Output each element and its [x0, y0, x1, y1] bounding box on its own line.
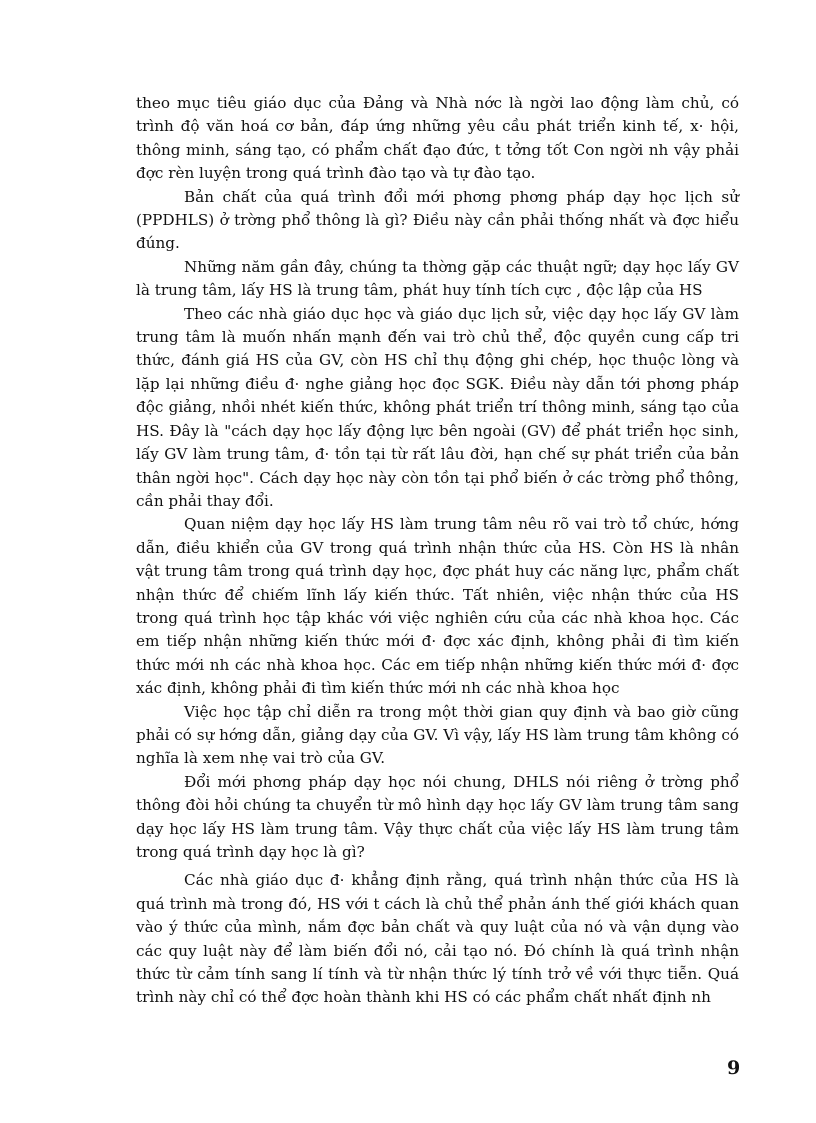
paragraph-7: Đổi mới phơng pháp dạy học nói chung, DHLS nói riêng ở trờng phổ thông đòi hỏi chúng ta chuyển từ mô hình dạy học lấy GV làm trung tâm sang dạy học lấy HS làm trung tâm. Vậy thực chất của việc lấy HS làm trung tâm trong quá trình dạy học là gì? [136, 772, 739, 861]
document-body [136, 92, 739, 1010]
paragraph-1: theo mục tiêu giáo dục của Đảng và Nhà nớc là ngời lao động làm chủ, có trình độ văn hoá cơ bản, đáp ứng những yêu cầu phát triển kinh tế, x· hội, thông minh, sáng tạo, có phẩm chất đạo đức, t tởng tốt Con ngời nh vậy phải đợc rèn luyện trong quá trình đào tạo và tự đào tạo. [136, 94, 739, 183]
page-number: 9 [727, 1057, 741, 1079]
paragraph-6: Việc học tập chỉ diễn ra trong một thời gian quy định và bao giờ cũng phải có sự hớng dẫn, giảng dạy của GV. Vì vậy, lấy HS làm trung tâm không có nghĩa là xem nhẹ vai trò của GV. [136, 702, 739, 768]
paragraph-5: Quan niệm dạy học lấy HS làm trung tâm nêu rõ vai trò tổ chức, hớng dẫn, điều khiển của GV trong quá trình nhận thức của HS. Còn HS là nhân vật trung tâm trong quá trình dạy học, đợc phát huy các năng lực, phẩm chất nhận thức để chiếm lĩnh lấy kiến thức. Tất nhiên, việc nhận thức của HS trong quá trình học tập khác với việc nghiên cứu của các nhà khoa học. Các em tiếp nhận những kiến thức mới đ· đợc xác định, không phải đi tìm kiến thức mới nh các nhà khoa học. Các em tiếp nhận những kiến thức mới đ· đợc xác định, không phải đi tìm kiến thức mới nh các nhà khoa học [136, 515, 739, 698]
paragraph-8: Các nhà giáo dục đ· khẳng định rằng, quá trình nhận thức của HS là quá trình mà trong đó, HS với t cách là chủ thể phản ánh thế giới khách quan vào ý thức của mình, nắm đợc bản chất và quy luật của nó và vận dụng vào các quy luật này để làm biến đổi nó, cải tạo nó. Đó chính là quá trình nhận thức từ cảm tính sang lí tính và từ nhận thức lý tính trở về với thực tiễn. Quá trình này chỉ có thể đợc hoàn thành khi HS có các phẩm chất nhất định nh [136, 871, 739, 1007]
paragraph-4: Theo các nhà giáo dục học và giáo dục lịch sử, việc dạy học lấy GV làm trung tâm là muốn nhấn mạnh đến vai trò chủ thể, độc quyền cung cấp tri thức, đánh giá HS của GV, còn HS chỉ thụ động ghi chép, học thuộc lòng và lặp lại những điều đ· nghe giảng học đọc SGK. Điều này dẫn tới phơng pháp độc giảng, nhồi nhét kiến thức, không phát triển trí thông minh, sáng tạo của HS. Đây là "cách dạy học lấy động lực bên ngoài (GV) để phát triển học sinh, lấy GV làm trung tâm, đ· tồn tại từ rất lâu đời, hạn chế sự phát triển của bản thân ngời học". Cách dạy học này còn tồn tại phổ biến ở các trờng phổ thông, cần phải thay đổi. [136, 304, 739, 510]
paragraph-3: Những năm gần đây, chúng ta thờng gặp các thuật ngữ; dạy học lấy GV là trung tâm, lấy HS là trung tâm, phát huy tính tích cực , độc lập của HS [136, 257, 739, 300]
paragraph-2: Bản chất của quá trình đổi mới phơng phơng pháp dạy học lịch sử (PPDHLS) ở trờng phổ thông là gì? Điều này cần phải thống nhất và đợc hiểu đúng. [136, 187, 739, 253]
